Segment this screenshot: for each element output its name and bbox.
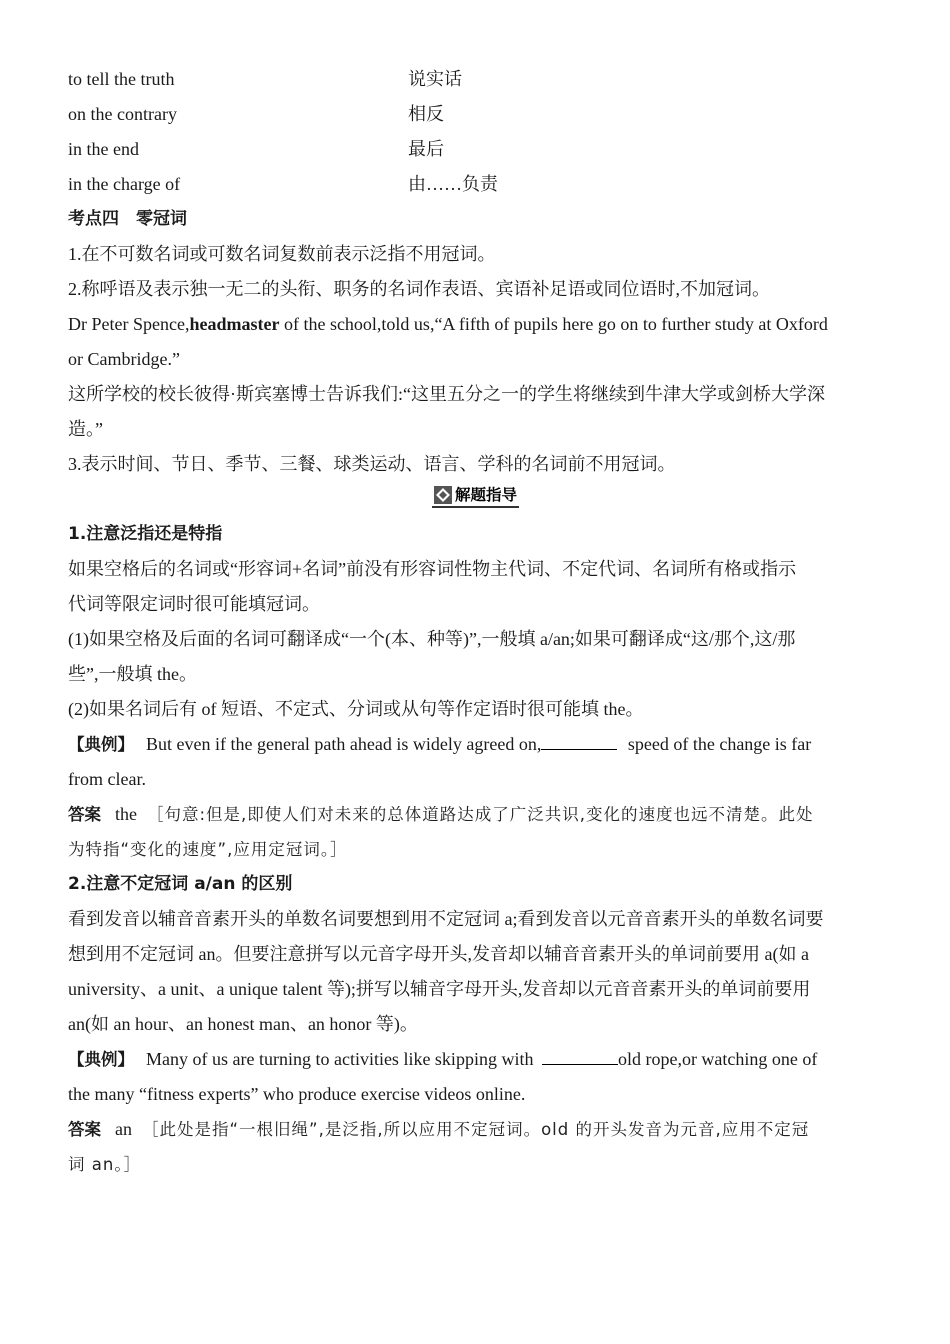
rule-1: 1.在不可数名词或可数名词复数前表示泛指不用冠词。 <box>68 244 496 264</box>
phrase-english: in the charge of <box>68 174 181 194</box>
example-1 <box>68 727 883 762</box>
tip-2-paragraph: 想到用不定冠词 an。但要注意拼写以元音字母开头,发音却以辅音音素开头的单词前要用 a(如 a <box>68 944 809 964</box>
tip-2-title: 2.注意不定冠词 a/an 的区别 <box>68 874 293 894</box>
document-page <box>68 62 883 1182</box>
tip-1-paragraph: 如果空格后的名词或“形容词+名词”前没有形容词性物主代词、不定代词、名词所有格或指示 <box>68 559 797 579</box>
example-bold-word: headmaster <box>189 314 280 334</box>
answer-value: an <box>115 1119 132 1139</box>
phrase-row <box>68 97 883 132</box>
answer-label: 答案 <box>68 805 101 824</box>
guide-banner-row <box>68 482 883 517</box>
example-english-line-2: or Cambridge.” <box>68 349 180 369</box>
example-1-text: But even if the general path ahead is widely agreed on, <box>146 734 542 754</box>
phrase-english: on the contrary <box>68 104 177 124</box>
phrase-chinese: 相反 <box>408 104 444 124</box>
phrase-chinese: 由……负责 <box>408 174 498 194</box>
tip-2-paragraph: 看到发音以辅音音素开头的单数名词要想到用不定冠词 a;看到发音以元音音素开头的单数名词要 <box>68 909 824 929</box>
example-label: 【典例】 <box>68 1050 134 1069</box>
answer-explanation: 为特指“变化的速度”,应用定冠词。］ <box>68 840 348 859</box>
example-2-text: old rope,or watching one of <box>617 1049 818 1069</box>
answer-explanation: 词 an。］ <box>68 1155 142 1174</box>
answer-value: the <box>115 804 137 824</box>
example-2-text: Many of us are turning to activities like skipping with <box>146 1049 538 1069</box>
tip-1-point-1: (1)如果空格及后面的名词可翻译成“一个(本、种等)”,一般填 a/an;如果可翻译成“这/那个,这/那 <box>68 629 796 649</box>
section-heading: 考点四 零冠词 <box>68 209 187 229</box>
example-1-text: speed of the change is far <box>623 734 812 754</box>
answer-label: 答案 <box>68 1120 101 1139</box>
tip-1-point-2: (2)如果名词后有 of 短语、不定式、分词或从句等作定语时很可能填 the。 <box>68 699 644 719</box>
answer-explanation: ［句意:但是,即使人们对未来的总体道路达成了广泛共识,变化的速度也远不清楚。此处 <box>147 805 814 824</box>
phrase-chinese: 说实话 <box>408 69 462 89</box>
answer-blank <box>541 733 617 750</box>
rule-2: 2.称呼语及表示独一无二的头衔、职务的名词作表语、宾语补足语或同位语时,不加冠词。 <box>68 279 770 299</box>
answer-explanation: ［此处是指“一根旧绳”,是泛指,所以应用不定冠词。old 的开头发音为元音,应用不定冠 <box>142 1120 810 1139</box>
tip-2-paragraph: an(如 an hour、an honest man、an honor 等)。 <box>68 1014 418 1034</box>
example-text: Dr Peter Spence, <box>68 314 190 334</box>
tip-2-paragraph: university、a unit、a unique talent 等);拼写以辅音字母开头,发音却以元音音素开头的单词前要用 <box>68 979 811 999</box>
tip-1-paragraph: 代词等限定词时很可能填冠词。 <box>68 594 320 614</box>
example-2 <box>68 1042 883 1077</box>
example-2-line-2: the many “fitness experts” who produce exercise videos online. <box>68 1084 526 1104</box>
phrase-row <box>68 167 883 202</box>
example-1-line-2: from clear. <box>68 769 146 789</box>
rule-3: 3.表示时间、节日、季节、三餐、球类运动、语言、学科的名词前不用冠词。 <box>68 454 676 474</box>
phrase-english: to tell the truth <box>68 69 175 89</box>
example-text: of the school,told us,“A fifth of pupils here go on to further study at Oxford <box>279 314 828 334</box>
phrase-row <box>68 132 883 167</box>
answer-blank <box>542 1048 618 1065</box>
diamond-icon <box>434 486 452 504</box>
phrase-chinese: 最后 <box>408 139 444 159</box>
answer-2 <box>68 1112 883 1147</box>
example-chinese-line-1: 这所学校的校长彼得·斯宾塞博士告诉我们:“这里五分之一的学生将继续到牛津大学或剑桥大学深 <box>68 384 825 404</box>
phrase-table <box>68 62 883 202</box>
answer-1 <box>68 797 883 832</box>
tip-1-title: 1.注意泛指还是特指 <box>68 524 223 544</box>
phrase-english: in the end <box>68 139 139 159</box>
tip-1-point-1: 些”,一般填 the。 <box>68 664 197 684</box>
guide-banner-label: 解题指导 <box>454 486 517 504</box>
example-chinese-line-2: 造。” <box>68 419 103 439</box>
example-english-line-1 <box>68 307 883 342</box>
phrase-row <box>68 62 883 97</box>
example-label: 【典例】 <box>68 735 134 754</box>
guide-banner <box>432 484 519 508</box>
